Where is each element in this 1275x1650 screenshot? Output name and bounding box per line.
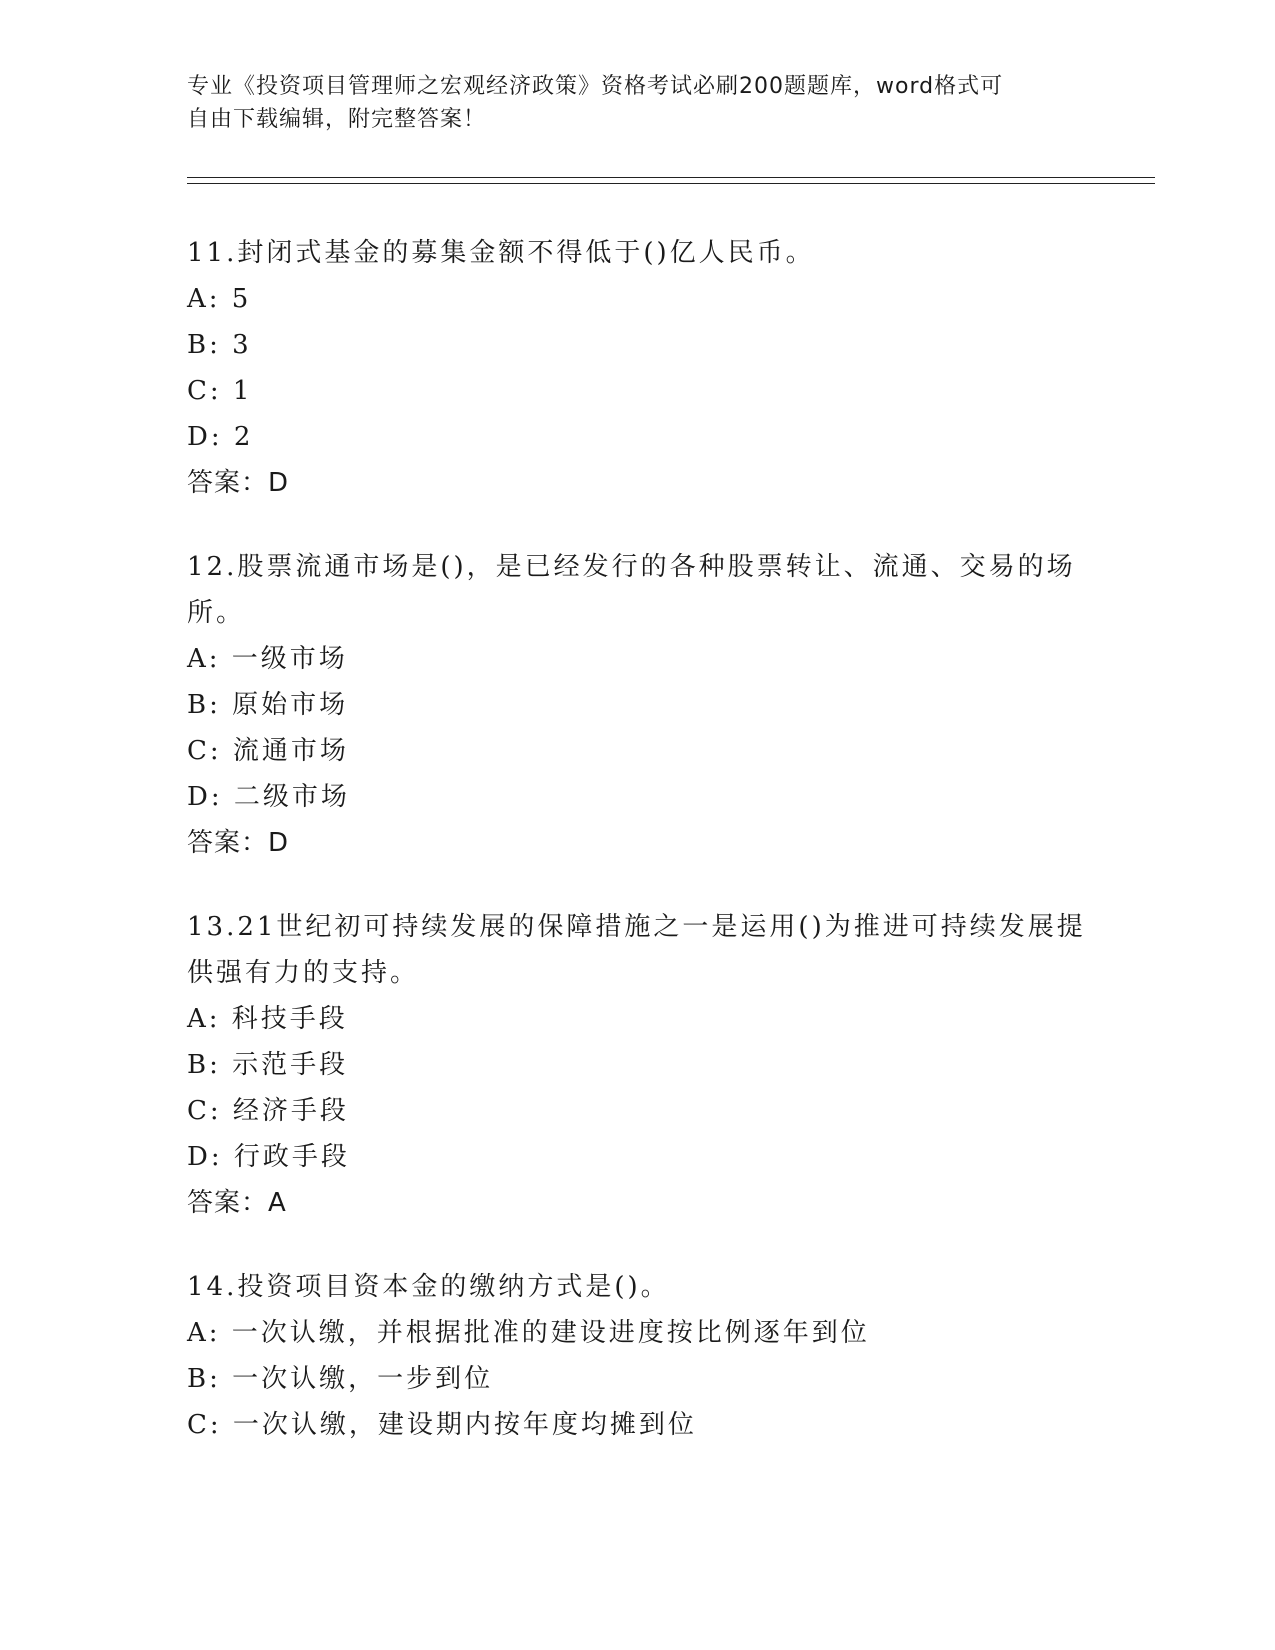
document-header — [187, 70, 1087, 136]
option-a: A: 5 — [187, 284, 252, 314]
option-a: A: 一次认缴，并根据批准的建设进度按比例逐年到位 — [187, 1318, 870, 1348]
question-text: 12.股票流通市场是()，是已经发行的各种股票转让、流通、交易的场所。 — [187, 552, 1076, 628]
answer: 答案：D — [187, 468, 290, 498]
option-c: C: 流通市场 — [187, 736, 349, 766]
option-c: C: 1 — [187, 376, 253, 406]
option-a: A: 一级市场 — [187, 644, 348, 674]
option-b: B: 一次认缴，一步到位 — [187, 1364, 494, 1394]
question-11 — [187, 230, 1087, 506]
option-c: C: 一次认缴，建设期内按年度均摊到位 — [187, 1410, 697, 1440]
option-b: B: 3 — [187, 330, 252, 360]
question-text: 11.封闭式基金的募集金额不得低于()亿人民币。 — [187, 238, 815, 268]
option-d: D: 2 — [187, 422, 254, 452]
option-b: B: 示范手段 — [187, 1050, 349, 1080]
answer: 答案：A — [187, 1188, 287, 1218]
question-text: 14.投资项目资本金的缴纳方式是()。 — [187, 1272, 670, 1302]
question-text: 13.21世纪初可持续发展的保障措施之一是运用()为推进可持续发展提供强有力的支持。 — [187, 912, 1086, 988]
option-d: D: 行政手段 — [187, 1142, 350, 1172]
header-title-line-1: 专业《投资项目管理师之宏观经济政策》资格考试必刷200题题库，word格式可 — [187, 74, 1004, 99]
answer: 答案：D — [187, 828, 290, 858]
question-12 — [187, 544, 1087, 866]
option-d: D: 二级市场 — [187, 782, 350, 812]
header-rule-bottom — [187, 183, 1155, 184]
question-13 — [187, 904, 1087, 1226]
question-list — [187, 230, 1087, 1486]
header-title-line-2: 自由下载编辑，附完整答案！ — [187, 107, 487, 132]
option-c: C: 经济手段 — [187, 1096, 349, 1126]
option-b: B: 原始市场 — [187, 690, 349, 720]
question-14 — [187, 1264, 1087, 1448]
option-a: A: 科技手段 — [187, 1004, 348, 1034]
header-rule-top — [187, 177, 1155, 178]
